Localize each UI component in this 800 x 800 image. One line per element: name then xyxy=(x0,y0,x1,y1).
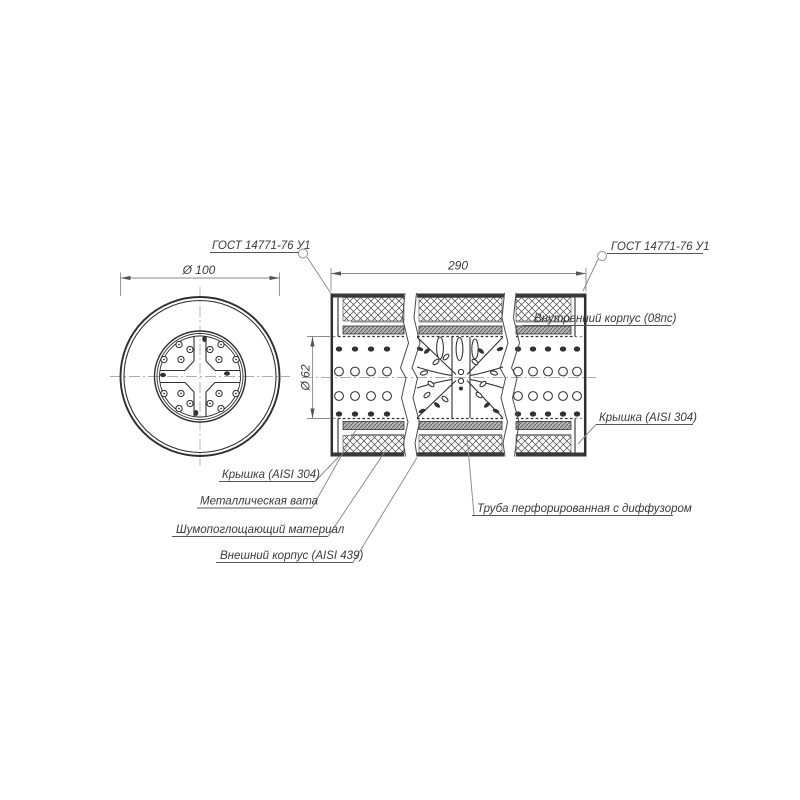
label-cap-left: Крышка (AISI 304) xyxy=(222,469,320,481)
dim-tube-diameter-value: Ø 62 xyxy=(298,364,313,391)
label-gost-right: ГОСТ 14771-76 У1 xyxy=(611,241,710,253)
label-absorber: Шумопоглощающий материал xyxy=(176,524,345,536)
label-metal-wool: Металлическая вата xyxy=(200,495,319,508)
label-outer-body: Внешний корпус (AISI 439) xyxy=(220,550,364,562)
callout-inner-body xyxy=(522,313,677,326)
dim-length-value: 290 xyxy=(447,258,469,273)
label-cap-right: Крышка (AISI 304) xyxy=(599,412,697,424)
label-perforated-tube: Труба перфорированная с диффузором xyxy=(477,503,692,515)
label-gost-left: ГОСТ 14771-76 У1 xyxy=(212,240,311,252)
label-inner-body: Внутренний корпус (08пс) xyxy=(534,313,677,325)
dim-end-diameter-value: Ø 100 xyxy=(182,263,216,277)
